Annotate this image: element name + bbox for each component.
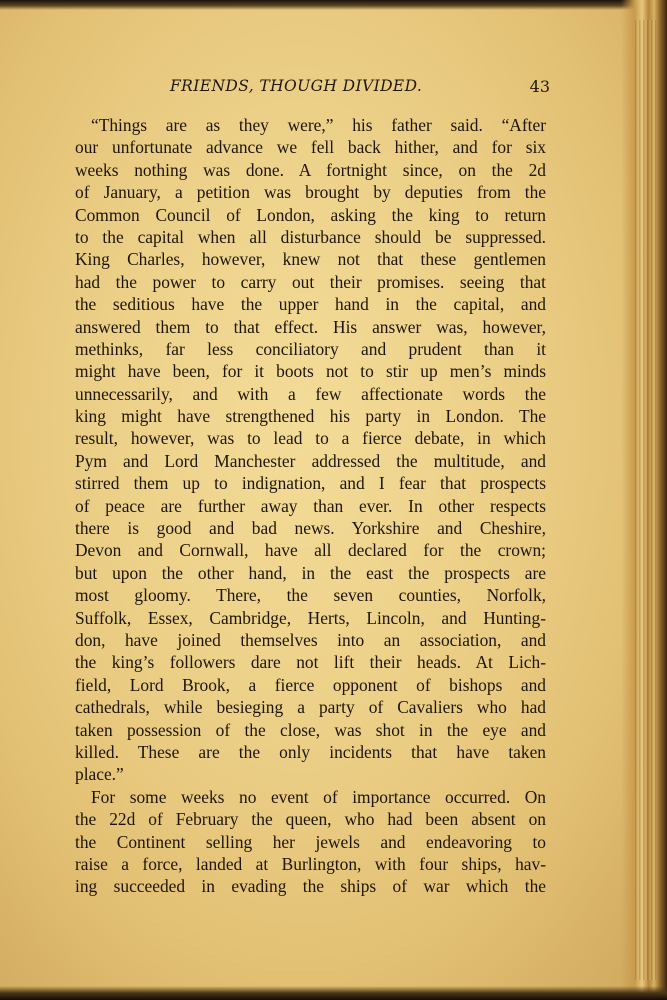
text-line: King Charles, however, knew not that these gentlemen bbox=[75, 249, 546, 270]
text-line: the 22d of February the queen, who had been absent on bbox=[75, 809, 546, 830]
text-line: stirred them up to indignation, and I fear that prospects bbox=[75, 473, 546, 494]
text-line: killed. These are the only incidents that have taken bbox=[75, 741, 546, 762]
body-text bbox=[75, 114, 546, 898]
page-bottom-shadow bbox=[0, 986, 667, 1000]
text-line: result, however, was to lead to a fierce debate, in which bbox=[75, 428, 546, 449]
text-line: cathedrals, while besieging a party of Cavaliers who had bbox=[75, 697, 546, 718]
page-number: 43 bbox=[529, 77, 550, 96]
text-line: king might have strengthened his party in London. The bbox=[75, 406, 546, 427]
text-line: For some weeks no event of importance occurred. On bbox=[91, 786, 546, 807]
text-line: our unfortunate advance we fell back hither, and for six bbox=[75, 137, 546, 158]
text-line: unnecessarily, and with a few affectionate words the bbox=[75, 383, 546, 404]
text-line: most gloomy. There, the seven counties, Norfolk, bbox=[75, 585, 546, 606]
text-line: weeks nothing was done. A fortnight since, on the 2d bbox=[75, 159, 546, 180]
text-line: ing succeeded in evading the ships of war which the bbox=[75, 876, 546, 897]
text-line: Common Council of London, asking the king to return bbox=[75, 204, 546, 225]
text-line: “Things are as they were,” his father said. “After bbox=[91, 115, 546, 135]
text-line: of January, a petition was brought by deputies from the bbox=[75, 182, 546, 203]
text-line: Pym and Lord Manchester addressed the multitude, and bbox=[75, 450, 546, 471]
page-top-shadow bbox=[0, 0, 667, 10]
text-line: methinks, far less conciliatory and prudent than it bbox=[75, 338, 546, 359]
text-line: the king’s followers dare not lift their heads. At Lich- bbox=[75, 652, 546, 673]
running-header bbox=[170, 77, 550, 103]
text-line: there is good and bad news. Yorkshire and Cheshire, bbox=[75, 518, 546, 539]
text-line: of peace are further away than ever. In other respects bbox=[75, 495, 546, 516]
text-line: the Continent selling her jewels and endeavoring to bbox=[75, 831, 546, 852]
text-line: but upon the other hand, in the east the prospects are bbox=[75, 562, 546, 583]
text-line: don, have joined themselves into an association, and bbox=[75, 629, 546, 650]
text-line: to the capital when all disturbance should be suppressed. bbox=[75, 226, 546, 247]
text-line: Devon and Cornwall, have all declared for the crown; bbox=[75, 540, 546, 561]
text-line: might have been, for it boots not to stir up men’s minds bbox=[75, 361, 546, 382]
running-title: FRIENDS, THOUGH DIVIDED. bbox=[170, 77, 423, 95]
text-line: answered them to that effect. His answer was, however, bbox=[75, 316, 546, 337]
text-line: place.” bbox=[75, 764, 124, 785]
text-line: had the power to carry out their promises. seeing that bbox=[75, 271, 546, 292]
page-edges-texture bbox=[635, 20, 657, 980]
text-line: raise a force, landed at Burlington, with four ships, hav- bbox=[75, 853, 546, 874]
text-line: the seditious have the upper hand in the capital, and bbox=[75, 294, 546, 315]
text-line: field, Lord Brook, a fierce opponent of bishops and bbox=[75, 674, 546, 695]
text-line: taken possession of the close, was shot in the eye and bbox=[75, 719, 546, 740]
text-line: Suffolk, Essex, Cambridge, Herts, Lincoln, and Hunting- bbox=[75, 607, 546, 628]
